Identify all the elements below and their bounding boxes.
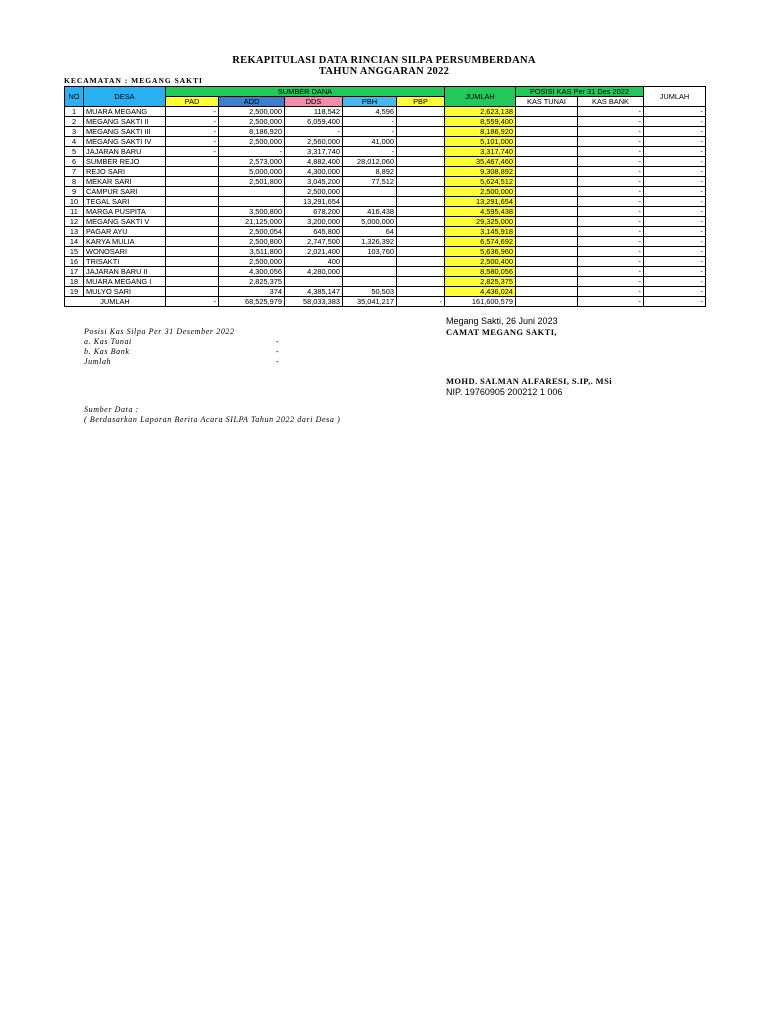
cell-dds: 6,059,400	[285, 117, 343, 127]
cell-no: 12	[65, 217, 84, 227]
cell-jumlah-posisi: -	[644, 217, 706, 227]
cell-add: 2,573,000	[219, 157, 285, 167]
table-row	[65, 167, 706, 177]
cell-jumlah: 2,825,375	[445, 277, 516, 287]
cell-add: 8,186,920	[219, 127, 285, 137]
cell-jumlah-posisi: -	[644, 227, 706, 237]
signature-nip: NIP. 19760905 200212 1 006	[446, 387, 563, 397]
cell-dds: 4,280,000	[285, 267, 343, 277]
cell-pad	[166, 157, 219, 167]
cell-kas-bank: -	[578, 207, 644, 217]
table-row	[65, 237, 706, 247]
cell-pbp	[397, 247, 445, 257]
cell-pbp	[397, 237, 445, 247]
cell-pad	[166, 217, 219, 227]
cell-kas-bank: -	[578, 167, 644, 177]
cell-jumlah-posisi: -	[644, 197, 706, 207]
cell-pad	[166, 197, 219, 207]
cell-pad	[166, 177, 219, 187]
cell-pbh: 4,596	[343, 107, 397, 117]
cell-add: 5,000,000	[219, 167, 285, 177]
cell-kas-bank: -	[578, 287, 644, 297]
cell-jumlah-posisi: -	[644, 207, 706, 217]
cell-add: 2,500,054	[219, 227, 285, 237]
cell-jumlah: 4,595,438	[445, 207, 516, 217]
document-title: REKAPITULASI DATA RINCIAN SILPA PERSUMBERDANA	[232, 55, 536, 66]
cell-kas-bank: -	[578, 237, 644, 247]
cell-pbp	[397, 167, 445, 177]
cell-dds: 4,385,147	[285, 287, 343, 297]
cell-kas-tunai	[516, 257, 578, 267]
cell-pbh: 64	[343, 227, 397, 237]
cell-no: 1	[65, 107, 84, 117]
cell-jumlah-posisi: -	[644, 107, 706, 117]
table-row	[65, 127, 706, 137]
cell-add: 2,500,800	[219, 237, 285, 247]
table-row	[65, 107, 706, 117]
cell-pbh: -	[343, 117, 397, 127]
cell-no: 14	[65, 237, 84, 247]
cell-jumlah: 5,636,960	[445, 247, 516, 257]
cell-desa: MULYO SARI	[84, 287, 166, 297]
cell-kas-bank: -	[578, 187, 644, 197]
cell-pad	[166, 227, 219, 237]
cell-jumlah: 5,101,000	[445, 137, 516, 147]
cell-kas-tunai	[516, 167, 578, 177]
table-row	[65, 177, 706, 187]
cell-pbp	[397, 117, 445, 127]
place-date: Megang Sakti, 26 Juni 2023	[446, 316, 558, 326]
header-pad: PAD	[166, 97, 219, 107]
cell-no: 8	[65, 177, 84, 187]
cell-dds: 4,882,400	[285, 157, 343, 167]
cell-no: 13	[65, 227, 84, 237]
cell-no: 16	[65, 257, 84, 267]
cell-no: 3	[65, 127, 84, 137]
cell-pbh: 1,326,392	[343, 237, 397, 247]
cell-pad	[166, 277, 219, 287]
cell-desa: MEGANG SAKTI V	[84, 217, 166, 227]
cell-kas-bank: -	[578, 177, 644, 187]
table-row	[65, 117, 706, 127]
cell-kas-tunai	[516, 187, 578, 197]
cell-dds: 2,021,400	[285, 247, 343, 257]
cell-jumlah-posisi: -	[644, 137, 706, 147]
table-row	[65, 217, 706, 227]
signature-name: MOHD. SALMAN ALFARESI, S.IP,. MSi	[446, 376, 612, 386]
cell-desa: MEGANG SAKTI II	[84, 117, 166, 127]
total-add: 68,525,979	[219, 297, 285, 307]
source-text: ( Berdasarkan Laporan Berita Acara SILPA Tahun 2022 dari Desa )	[84, 415, 341, 424]
cell-pad	[166, 187, 219, 197]
cell-pbh	[343, 267, 397, 277]
cell-jumlah-posisi: -	[644, 177, 706, 187]
cell-no: 19	[65, 287, 84, 297]
cell-jumlah: 13,291,654	[445, 197, 516, 207]
table-row	[65, 227, 706, 237]
cell-kas-bank: -	[578, 147, 644, 157]
cell-dds: 2,500,000	[285, 187, 343, 197]
cell-jumlah: 35,467,460	[445, 157, 516, 167]
cell-pbp	[397, 147, 445, 157]
posisi-kas-jumlah-label: Jumlah	[84, 357, 112, 366]
cell-pbh	[343, 197, 397, 207]
cell-pad	[166, 267, 219, 277]
cell-add: 2,500,000	[219, 137, 285, 147]
cell-dds: 2,560,000	[285, 137, 343, 147]
header-dds: DDS	[285, 97, 343, 107]
cell-pad	[166, 167, 219, 177]
cell-pad: -	[166, 117, 219, 127]
header-kas-bank: KAS BANK	[578, 97, 644, 107]
cell-no: 11	[65, 207, 84, 217]
cell-kas-tunai	[516, 287, 578, 297]
document-subtitle: TAHUN ANGGARAN 2022	[318, 66, 450, 77]
cell-desa: WONOSARI	[84, 247, 166, 257]
source-label: Sumber Data :	[84, 405, 139, 414]
table-row	[65, 157, 706, 167]
cell-pbp	[397, 227, 445, 237]
cell-kas-bank: -	[578, 277, 644, 287]
cell-pad	[166, 257, 219, 267]
cell-add: 2,500,000	[219, 107, 285, 117]
cell-add: 3,500,800	[219, 207, 285, 217]
cell-desa: TEGAL SARI	[84, 197, 166, 207]
cell-jumlah: 4,436,024	[445, 287, 516, 297]
cell-desa: MARGA PUSPITA	[84, 207, 166, 217]
cell-dds: 400	[285, 257, 343, 267]
cell-pbh: 77,512	[343, 177, 397, 187]
cell-pbh: 28,012,060	[343, 157, 397, 167]
cell-jumlah: 8,186,920	[445, 127, 516, 137]
cell-dds: 3,045,200	[285, 177, 343, 187]
cell-pad: -	[166, 147, 219, 157]
cell-kas-tunai	[516, 277, 578, 287]
cell-desa: TRISAKTI	[84, 257, 166, 267]
cell-kas-bank: -	[578, 157, 644, 167]
table-row	[65, 247, 706, 257]
cell-no: 4	[65, 137, 84, 147]
cell-dds: 13,291,654	[285, 197, 343, 207]
cell-add: 374	[219, 287, 285, 297]
cell-jumlah: 2,500,000	[445, 187, 516, 197]
cell-pbh: -	[343, 147, 397, 157]
table-row	[65, 197, 706, 207]
cell-jumlah: 29,325,000	[445, 217, 516, 227]
table-row	[65, 257, 706, 267]
cell-dds	[285, 277, 343, 287]
cell-kas-bank: -	[578, 127, 644, 137]
cell-dds: 645,800	[285, 227, 343, 237]
cell-jumlah: 3,145,918	[445, 227, 516, 237]
cell-kas-bank: -	[578, 107, 644, 117]
cell-pad	[166, 247, 219, 257]
cell-dds: 118,542	[285, 107, 343, 117]
cell-kas-bank: -	[578, 267, 644, 277]
cell-pbp	[397, 217, 445, 227]
posisi-kas-tunai-label: a. Kas Tunai	[84, 337, 132, 346]
cell-pbp	[397, 157, 445, 167]
cell-dds: 678,200	[285, 207, 343, 217]
posisi-kas-title: Posisi Kas Silpa Per 31 Desember 2022	[84, 327, 235, 336]
cell-no: 5	[65, 147, 84, 157]
table-row	[65, 287, 706, 297]
cell-add: 21,125,000	[219, 217, 285, 227]
cell-pbp	[397, 137, 445, 147]
cell-pbh	[343, 277, 397, 287]
cell-desa: CAMPUR SARI	[84, 187, 166, 197]
header-pbp: PBP	[397, 97, 445, 107]
cell-desa: JAJARAN BARU II	[84, 267, 166, 277]
cell-add: -	[219, 147, 285, 157]
cell-kas-tunai	[516, 237, 578, 247]
cell-pbp	[397, 107, 445, 117]
cell-jumlah: 9,308,892	[445, 167, 516, 177]
cell-kas-bank: -	[578, 257, 644, 267]
table-row	[65, 277, 706, 287]
header-sumber-dana: SUMBER DANA	[166, 87, 445, 97]
cell-add: 2,500,000	[219, 117, 285, 127]
cell-kas-tunai	[516, 147, 578, 157]
cell-desa: MEGANG SAKTI III	[84, 127, 166, 137]
total-pbp: -	[397, 297, 445, 307]
cell-jumlah: 8,559,400	[445, 117, 516, 127]
cell-jumlah-posisi: -	[644, 157, 706, 167]
table-row	[65, 207, 706, 217]
cell-jumlah-posisi: -	[644, 167, 706, 177]
cell-pbh: -	[343, 127, 397, 137]
cell-jumlah-posisi: -	[644, 287, 706, 297]
cell-jumlah-posisi: -	[644, 267, 706, 277]
cell-add	[219, 187, 285, 197]
cell-kas-bank: -	[578, 197, 644, 207]
cell-dds: 3,200,000	[285, 217, 343, 227]
total-dds: 58,033,383	[285, 297, 343, 307]
cell-desa: SUMBER REJO	[84, 157, 166, 167]
cell-jumlah: 6,574,692	[445, 237, 516, 247]
cell-add: 3,511,800	[219, 247, 285, 257]
total-pbh: 35,041,217	[343, 297, 397, 307]
total-row	[65, 297, 706, 307]
cell-pbp	[397, 257, 445, 267]
cell-dds: -	[285, 127, 343, 137]
cell-pbh: 50,503	[343, 287, 397, 297]
cell-no: 18	[65, 277, 84, 287]
cell-pbh: 41,000	[343, 137, 397, 147]
cell-add: 2,501,800	[219, 177, 285, 187]
cell-jumlah-posisi: -	[644, 277, 706, 287]
cell-jumlah-posisi: -	[644, 127, 706, 137]
cell-no: 10	[65, 197, 84, 207]
header-kas-tunai: KAS TUNAI	[516, 97, 578, 107]
cell-pbp	[397, 207, 445, 217]
cell-kas-tunai	[516, 107, 578, 117]
cell-add: 2,500,000	[219, 257, 285, 267]
cell-pbh: 416,438	[343, 207, 397, 217]
cell-kas-bank: -	[578, 247, 644, 257]
total-kas-bank: -	[578, 297, 644, 307]
header-add: ADD	[219, 97, 285, 107]
table-row	[65, 137, 706, 147]
cell-jumlah: 3,317,740	[445, 147, 516, 157]
cell-pbh: 103,760	[343, 247, 397, 257]
posisi-kas-tunai-value: -	[276, 337, 279, 346]
cell-pbp	[397, 197, 445, 207]
cell-no: 17	[65, 267, 84, 277]
cell-kas-tunai	[516, 157, 578, 167]
table-row	[65, 147, 706, 157]
header-desa: DESA	[84, 87, 166, 107]
cell-pbp	[397, 277, 445, 287]
cell-jumlah-posisi: -	[644, 257, 706, 267]
cell-kas-tunai	[516, 267, 578, 277]
cell-dds: 3,317,740	[285, 147, 343, 157]
cell-kas-tunai	[516, 137, 578, 147]
cell-pad	[166, 237, 219, 247]
cell-no: 15	[65, 247, 84, 257]
cell-desa: MUARA MEGANG	[84, 107, 166, 117]
header-no: NO	[65, 87, 84, 107]
cell-kas-bank: -	[578, 217, 644, 227]
cell-jumlah: 8,580,056	[445, 267, 516, 277]
posisi-kas-bank-label: b. Kas Bank	[84, 347, 130, 356]
cell-jumlah-posisi: -	[644, 147, 706, 157]
total-pad: -	[166, 297, 219, 307]
cell-desa: MUARA MEGANG I	[84, 277, 166, 287]
header-posisi-kas: POSISI KAS Per 31 Des 2022	[516, 87, 644, 97]
cell-jumlah: 2,623,138	[445, 107, 516, 117]
cell-pad: -	[166, 107, 219, 117]
cell-pbh	[343, 187, 397, 197]
cell-jumlah: 2,500,400	[445, 257, 516, 267]
table-row	[65, 187, 706, 197]
cell-kas-bank: -	[578, 227, 644, 237]
header-pbh: PBH	[343, 97, 397, 107]
cell-add: 2,825,375	[219, 277, 285, 287]
cell-no: 6	[65, 157, 84, 167]
cell-kas-bank: -	[578, 137, 644, 147]
cell-add	[219, 197, 285, 207]
cell-kas-tunai	[516, 207, 578, 217]
table-row	[65, 267, 706, 277]
total-kas-tunai	[516, 297, 578, 307]
cell-kas-tunai	[516, 247, 578, 257]
cell-kas-tunai	[516, 127, 578, 137]
kecamatan-label: KECAMATAN : MEGANG SAKTI	[64, 76, 203, 85]
cell-desa: JAJARAN BARU	[84, 147, 166, 157]
cell-desa: PAGAR AYU	[84, 227, 166, 237]
silpa-table	[64, 86, 706, 307]
cell-add: 4,300,056	[219, 267, 285, 277]
total-label: JUMLAH	[65, 297, 166, 307]
cell-pbh: 8,892	[343, 167, 397, 177]
cell-desa: MEKAR SARI	[84, 177, 166, 187]
cell-no: 2	[65, 117, 84, 127]
cell-jumlah-posisi: -	[644, 187, 706, 197]
cell-kas-tunai	[516, 177, 578, 187]
header-jumlah: JUMLAH	[445, 87, 516, 107]
cell-pad	[166, 207, 219, 217]
cell-pbp	[397, 267, 445, 277]
cell-dds: 4,300,000	[285, 167, 343, 177]
signature-position: CAMAT MEGANG SAKTI,	[446, 327, 557, 337]
cell-kas-tunai	[516, 227, 578, 237]
cell-jumlah-posisi: -	[644, 247, 706, 257]
cell-pbp	[397, 287, 445, 297]
cell-desa: REJO SARI	[84, 167, 166, 177]
cell-jumlah: 5,624,512	[445, 177, 516, 187]
total-jumlah: 161,600,579	[445, 297, 516, 307]
cell-no: 7	[65, 167, 84, 177]
posisi-kas-jumlah-value: -	[276, 357, 279, 366]
cell-kas-tunai	[516, 217, 578, 227]
header-jumlah-posisi: JUMLAH	[644, 87, 706, 107]
cell-pad: -	[166, 137, 219, 147]
cell-pad	[166, 287, 219, 297]
cell-jumlah-posisi: -	[644, 117, 706, 127]
cell-pbh	[343, 257, 397, 267]
posisi-kas-bank-value: -	[276, 347, 279, 356]
total-jumlah-posisi: -	[644, 297, 706, 307]
cell-desa: MEGANG SAKTI IV	[84, 137, 166, 147]
cell-no: 9	[65, 187, 84, 197]
cell-pbp	[397, 187, 445, 197]
cell-kas-tunai	[516, 117, 578, 127]
cell-desa: KARYA MULIA	[84, 237, 166, 247]
cell-pad: -	[166, 127, 219, 137]
cell-jumlah-posisi: -	[644, 237, 706, 247]
cell-pbp	[397, 127, 445, 137]
cell-pbp	[397, 177, 445, 187]
cell-dds: 2,747,500	[285, 237, 343, 247]
cell-kas-tunai	[516, 197, 578, 207]
cell-kas-bank: -	[578, 117, 644, 127]
cell-pbh: 5,000,000	[343, 217, 397, 227]
